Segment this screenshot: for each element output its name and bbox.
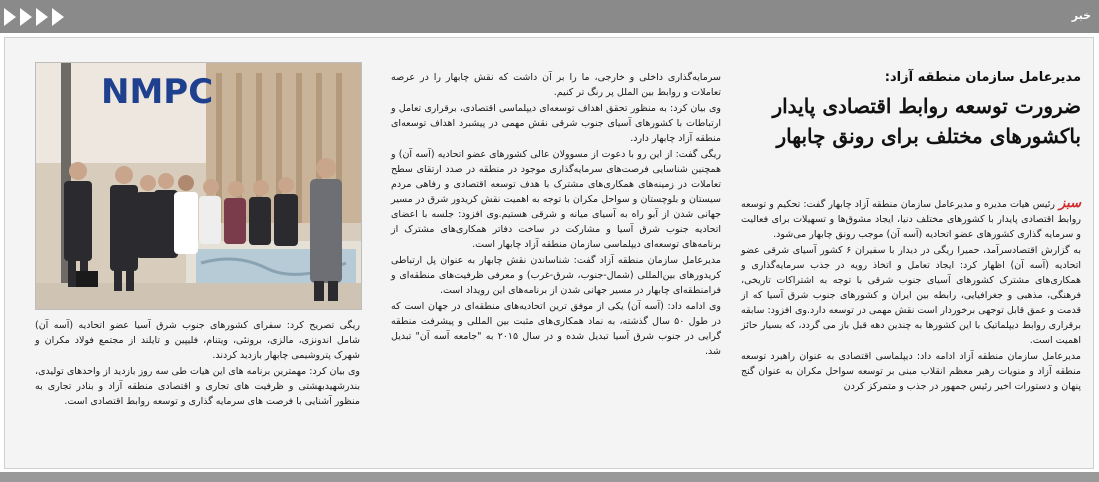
article-column-middle [391,70,721,360]
article-title-line-1: ضرورت توسعه روابط اقتصادی پایدار [772,94,1081,118]
headline-block [751,70,1081,151]
arrows-icon [4,8,64,26]
article-column-right [741,196,1081,395]
article-paragraph: وی بیان کرد: به منظور تحقق اهداف توسعه‌ای دیپلماسی اقتصادی، برقراری تعامل و ارتباطات با کشورهای آسیای جنوب شرقی نقش مهمی در پیشبرد اهداف توسعه‌ای منطقه آزاد چابهار دارد. [391,103,721,144]
article-paragraph: ریگی گفت: از این رو با دعوت از مسوولان عالی کشورهای عضو اتحادیه (آسه آن) و همچنین شناسایی فرصت‌های سرمایه‌گذاری موجود در منطقه در صدد ارتقای سطح تعاملات در زمینه‌های همکاری‌های مشترک با هدف توسعه اقتصادی و رفاهی مردم سیستان و بلوچستان و سواحل مکران با توجه به اهمیت نقش کریدور شرق در مسیر جهانی شدن از آبو راه به آسیای میانه و شرقی هستیم.وی افزود: جلسه با اعضای اتحادیه جنوب شرق آسیا و مشارکت در ساخت دفاتر همکاری‌های مشترک از برنامه‌های توسعه‌ای دیپلماسی سازمان منطقه آزاد چابهار است. [391,149,721,250]
article-paragraph: وی ادامه داد: (آسه آن) یکی از موفق ترین اتحادیه‌های منطقه‌ای در جهان است که در طول ۵۰ سال گذشته، به نماد همکاری‌های مثبت بین المللی و پیشرفت منطقه گرایی در جنوب شرق آسیا تبدیل شده و در سال ۲۰۱۵ به "جامعه آسه آن" تبدیل شد. [391,301,722,357]
article-paragraph: مدیرعامل سازمان منطقه آزاد ادامه داد: دیپلماسی اقتصادی به عنوان راهبرد توسعه منطقه آزاد و منویات رهبر معظم انقلاب مبنی بر توسعه سواحل مکران به عنوان گنج پنهان و دستورات اخیر رئیس جمهور در جذب و متمرکز کردن [741,351,1081,392]
article-title-line-2: باکشورهای مختلف برای رونق چابهار [776,124,1081,148]
article-paragraph: به گزارش اقتصادسرآمد، حمیرا ریگی در دیدار با سفیران ۶ کشور آسیای شرقی عضو اتحادیه (آسه آن) اظهار کرد: ایجاد تعامل و اتخاذ رویه در جذب سرمایه‌گذاری و همکاری‌های مشترک کشورهای آسیای جنوب شرقی با توجه به اشتراکات تاریخی، فرهنگی، مذهبی و جغرافیایی، رابطه بین ایران و کشورهای جنوب شرق آسیا که از قدمت و عمق قابل توجهی برخوردار است نقش مهمی در توسعه دارد.وی افزود: سابقه برقراری روابط دیپلماتیک با این کشورها به چندین دهه قبل باز می گردد، که بسیار حائز اهمیت است. [741,245,1081,346]
article-column-left [35,318,360,410]
article-paragraph: وی بیان کرد: مهمترین برنامه های این هیات طی سه روز بازدید از واحدهای تولیدی، بندرشهیدبهشتی و ظرفیت های تجاری و اقتصادی منطقه آزاد و بنادر تجاری به منظور آشنایی با فرصت های سرمایه گذاری و توسعه روابط اقتصادی است. [35,366,360,407]
article-kicker: مدیرعامل سازمان منطقه آزاد: [884,70,1081,85]
section-label: خبر [1071,9,1091,22]
photo-illustration [36,63,361,309]
publication-logo: سبز [1059,196,1081,211]
article-paragraph: سرمایه‌گذاری داخلی و خارجی، ما را بر آن داشت که نقش چابهار را در عرصه تعاملات و روابط بین الملل پر رنگ تر کنیم. [391,72,721,98]
article-paragraph: سبزرئیس هیات مدیره و مدیرعامل سازمان منطقه آزاد چابهار گفت: تحکیم و توسعه روابط اقتصادی پایدار با کشورهای مختلف دنیا، ایجاد مشوق‌ها و تسهیلات برای فعالیت و سرمایه گذاری کشورهای عضو اتحادیه (آسه آن) موجب رونق چابهار می‌شود. [741,196,1081,240]
nmpc-sign: NMPC [101,72,214,112]
news-photo [35,62,362,310]
footer-bar [0,472,1099,482]
article-paragraph: ریگی تصریح کرد: سفرای کشورهای جنوب شرق آسیا عضو اتحادیه (آسه آن) شامل اندونزی، مالزی، برونئی، ویتنام، فلیپین و تایلند از مجتمع فولاد مکران و شهرک پتروشیمی چابهار بازدید کردند. [35,320,360,361]
article-paragraph: مدیرعامل سازمان منطقه آزاد گفت: شناساندن نقش چابهار به عنوان پل ارتباطی کریدورهای بین‌المللی (شمال-جنوب، شرق-غرب) و معرفی ظرفیت‌های منطقه‌ای و فرامنطقه‌ای چابهار در مسیر جهانی شدن از برنامه‌های این رویداد است. [391,255,721,296]
section-header-bar [0,0,1099,33]
